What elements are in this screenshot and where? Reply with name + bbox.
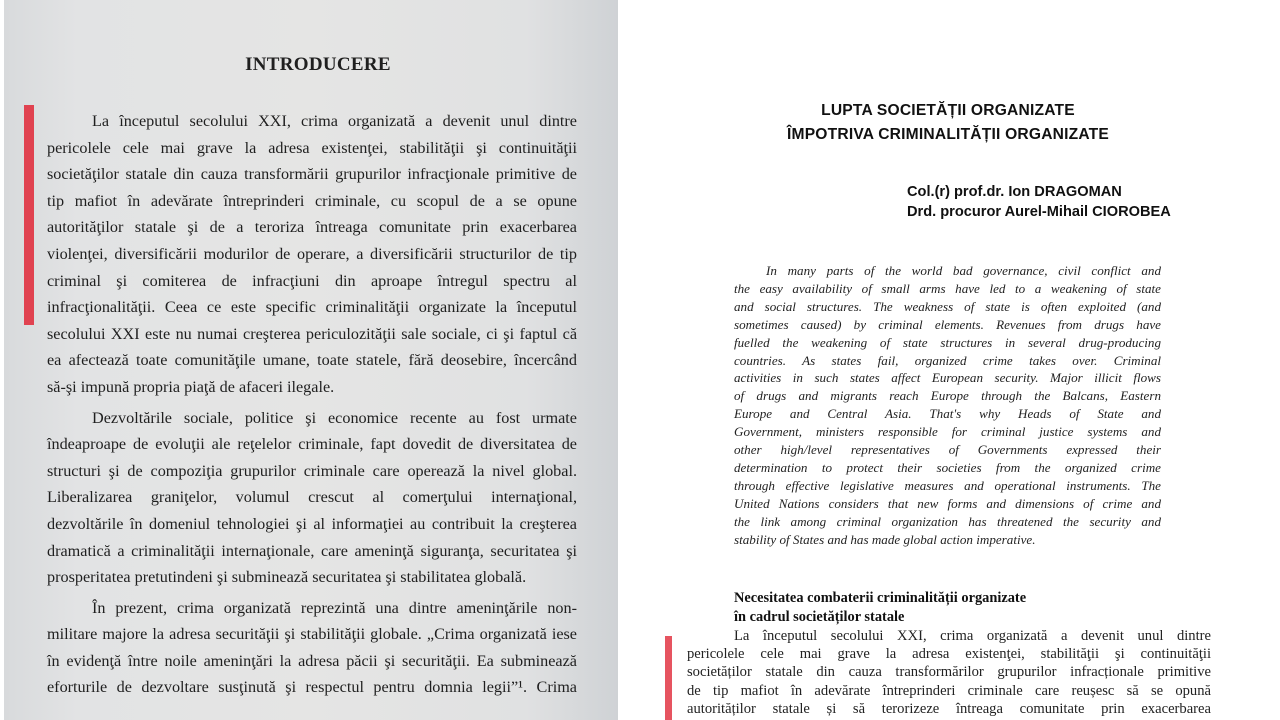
text-line: violenţei, diversificării modurilor de operare, a diversificării structurilor de tip xyxy=(47,244,577,263)
scanned-book-page xyxy=(4,0,618,720)
text-line: La începutul secolului XXI, crima organizată a devenit unul dintre xyxy=(734,628,1211,644)
text-line: secolului XXI este nu numai creşterea periculozităţii sale sociale, ci şi faptul că xyxy=(47,324,577,343)
text-line: Dezvoltările sociale, politice şi economice recente au fost urmate xyxy=(92,408,577,427)
text-line: the easy availability of small arms have led to a weakening of state xyxy=(734,280,1161,296)
text-line: dramatică a criminalităţii internaţionale, care ameninţă siguranţa, securitatea şi xyxy=(47,541,577,560)
text-line: criminal şi comiterea de infracţiuni din aproape întregul spectru al xyxy=(47,271,577,290)
paragraph-2 xyxy=(47,405,577,591)
text-line: pericolele cele mai grave la adresa existenţei, stabilităţii şi continuităţii xyxy=(687,646,1211,663)
text-line: eforturile de dezvoltare susţinută şi respectul pentru domnia legii”¹. Crima xyxy=(47,678,577,697)
author-1: Col.(r) prof.dr. Ion DRAGOMAN xyxy=(907,184,1122,200)
section-heading-line-1: Necesitatea combaterii criminalității organizate xyxy=(734,590,1027,606)
article-title xyxy=(718,99,1178,147)
text-line: structuri şi de compoziţia grupurilor criminale care operează la nivel global. xyxy=(47,461,577,480)
section-heading xyxy=(734,589,1026,627)
text-line: tip mafiot în adevărate întreprinderi criminale, cu scopul de a se opune xyxy=(47,191,577,210)
section-heading-line-2: în cadrul societăților statale xyxy=(734,609,905,625)
text-line: societăţilor statale din cauza transformării grupurilor infracţionale primitive de xyxy=(47,165,577,184)
text-line: În prezent, crima organizată reprezintă una dintre ameninţările non- xyxy=(92,598,577,617)
page-body xyxy=(47,108,577,701)
page-title: INTRODUCERE xyxy=(245,54,391,75)
paragraph-1 xyxy=(47,108,577,401)
article-page xyxy=(618,0,1280,720)
highlight-bar xyxy=(24,105,34,325)
text-line: fuelled the weakening of state structures in several drug-producing xyxy=(734,334,1161,350)
text-line: the link among criminal organization has threatened the security and xyxy=(734,513,1161,529)
text-line: sometimes caused) by criminal elements. Revenues from drugs have xyxy=(734,316,1161,332)
article-body xyxy=(687,627,1211,718)
text-line: să-şi impună propria piaţă de afaceri ilegale. xyxy=(47,377,335,396)
text-line: countries. As states fail, organized crime takes over. Criminal xyxy=(734,352,1161,368)
paragraph-3 xyxy=(47,595,577,701)
article-title-line-1: LUPTA SOCIETĂȚII ORGANIZATE xyxy=(821,102,1075,119)
text-line: through effective legislative measures and operational instruments. The xyxy=(734,477,1161,493)
text-line: United Nations considers that new forms and dimensions of crime and xyxy=(734,495,1161,511)
text-line: other high/level representatives of Governments expressed their xyxy=(734,442,1161,458)
text-line: societăților statale din cauza transformărilor grupurilor infracționale primitive xyxy=(687,664,1211,681)
text-line: activities in such states affect European security. Major illicit flows xyxy=(734,370,1161,386)
article-title-line-2: ÎMPOTRIVA CRIMINALITĂȚII ORGANIZATE xyxy=(786,126,1110,143)
text-line: pericolele cele mai grave la adresa existenţei, stabilităţii şi continuităţii xyxy=(47,138,577,157)
author-2: Drd. procuror Aurel-Mihail CIOROBEA xyxy=(907,203,1171,220)
author-list xyxy=(907,183,1171,222)
highlight-bar xyxy=(665,636,672,720)
text-line: dezvoltările în domeniul tehnologiei şi al informaţiei au contribuit la creşterea xyxy=(47,514,577,533)
text-line: ea afectează toate comunităţile umane, toate statele, fără deosebire, încercând xyxy=(47,351,577,370)
text-line: militare majore la adresa securităţii şi stabilităţii globale. „Crima organizată iese xyxy=(47,625,577,644)
text-line: La începutul secolului XXI, crima organizată a devenit unul dintre xyxy=(92,112,577,130)
text-line: infracţionalităţii. Ceea ce este specific criminalităţii organizate la începutul xyxy=(47,298,577,317)
text-line: autorităților statale și să terorizeze întreaga comunitate prin exacerbarea xyxy=(687,700,1211,717)
text-line: de tip mafiot în adevărate întreprinderi criminale care reușesc să se opună xyxy=(687,682,1211,699)
text-line: of drugs and migrants reach Europe through the Balcans, Eastern xyxy=(734,388,1161,404)
abstract xyxy=(734,262,1161,549)
text-line: determination to protect their societies from the organized crime xyxy=(734,459,1161,475)
text-line: and social structures. The weakness of state is often exploited (and xyxy=(734,298,1161,314)
text-line: îndeaproape de evoluţii ale reţelelor criminale, fapt dovedit de diversitatea de xyxy=(47,435,577,454)
text-line: Liberalizarea graniţelor, volumul crescut al comerţului internaţional, xyxy=(47,488,577,507)
text-line: prosperitatea pretutindeni şi subminează securitatea şi stabilitatea globală. xyxy=(47,568,527,587)
text-line: In many parts of the world bad governance, civil conflict and xyxy=(766,263,1161,278)
text-line: în evidenţă între noile ameninţări la adresa păcii şi securităţii. Ea subminează xyxy=(47,651,577,670)
text-line: stability of States and has made global action imperative. xyxy=(734,531,1036,547)
text-line: Europe and Central Asia. That's why Heads of State and xyxy=(734,406,1161,422)
text-line: autorităţilor statale şi de a teroriza întreaga comunitate prin exacerbarea xyxy=(47,218,577,237)
text-line: Government, ministers responsible for criminal justice systems and xyxy=(734,424,1161,440)
